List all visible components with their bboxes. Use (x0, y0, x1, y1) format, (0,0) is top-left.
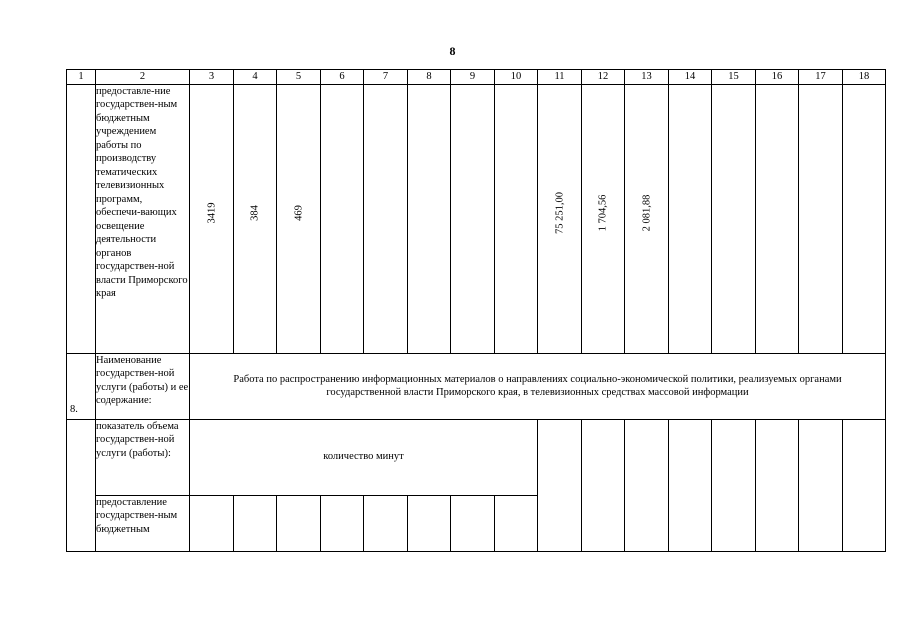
row-number: 8. (67, 353, 96, 419)
volume-indicator-label: показатель объема государствен-ной услуги (работы): (96, 419, 190, 495)
service-description: предоставле-ние государствен-ным бюджетным учреждением работы по производству тематических телевизионных программ, обеспечи-вающих освещение деятельности органов государствен-ной власти Приморского края (96, 84, 190, 353)
provision-label: предоставление государствен-ным бюджетным (96, 495, 190, 551)
empty-cell (408, 495, 451, 551)
column-header: 14 (669, 70, 712, 85)
value-col11: 75 251,00 (553, 191, 565, 234)
column-header: 13 (625, 70, 669, 85)
budget-table (66, 69, 886, 552)
page-number: 8 (449, 44, 456, 58)
empty-cell (190, 495, 234, 551)
row-number-cell (67, 84, 96, 353)
empty-cell (756, 84, 799, 353)
column-header: 16 (756, 70, 799, 85)
service-name-content: Работа по распространению информационных материалов о направлениях социально-экономической политики, реализуемых органами государственной власти Приморского края, в телевизионных средствах массовой информации (190, 353, 886, 419)
service-name-label: Наименование государствен-ной услуги (работы) и ее содержание: (96, 353, 190, 419)
column-header: 2 (96, 70, 190, 85)
column-header: 15 (712, 70, 756, 85)
value-cell-col11 (538, 84, 582, 353)
value-cell-col5 (277, 84, 321, 353)
empty-cell (234, 495, 277, 551)
volume-unit: количество минут (190, 419, 538, 495)
table-row (67, 353, 886, 419)
empty-cell (843, 419, 886, 551)
value-col3: 3419 (205, 202, 217, 223)
empty-cell (495, 84, 538, 353)
value-cell-col12 (582, 84, 625, 353)
empty-cell (799, 84, 843, 353)
empty-cell (495, 495, 538, 551)
empty-cell (756, 419, 799, 551)
empty-cell (843, 84, 886, 353)
column-header: 4 (234, 70, 277, 85)
column-header: 3 (190, 70, 234, 85)
empty-cell (408, 84, 451, 353)
empty-cell (669, 84, 712, 353)
empty-cell (321, 495, 364, 551)
value-cell-col13 (625, 84, 669, 353)
empty-cell (799, 419, 843, 551)
empty-cell (625, 419, 669, 551)
empty-cell (582, 419, 625, 551)
empty-cell (669, 419, 712, 551)
column-header: 5 (277, 70, 321, 85)
column-header: 18 (843, 70, 886, 85)
column-header: 12 (582, 70, 625, 85)
empty-cell (364, 84, 408, 353)
empty-cell (451, 495, 495, 551)
table-row (67, 84, 886, 353)
column-header: 8 (408, 70, 451, 85)
empty-cell (364, 495, 408, 551)
value-col12: 1 704,56 (597, 194, 609, 231)
empty-cell (321, 84, 364, 353)
column-header: 9 (451, 70, 495, 85)
empty-cell (712, 419, 756, 551)
value-cell-col4 (234, 84, 277, 353)
column-header: 17 (799, 70, 843, 85)
empty-cell (277, 495, 321, 551)
column-number-row (67, 70, 886, 85)
value-col4: 384 (249, 204, 261, 221)
empty-cell (712, 84, 756, 353)
empty-cell (451, 84, 495, 353)
column-header: 10 (495, 70, 538, 85)
empty-cell (538, 419, 582, 551)
row-number-cell (67, 419, 96, 551)
column-header: 7 (364, 70, 408, 85)
value-col13: 2 081,88 (640, 194, 652, 231)
value-col5: 469 (292, 204, 304, 221)
column-header: 6 (321, 70, 364, 85)
column-header: 1 (67, 70, 96, 85)
value-cell-col3 (190, 84, 234, 353)
table-row (67, 419, 886, 495)
column-header: 11 (538, 70, 582, 85)
